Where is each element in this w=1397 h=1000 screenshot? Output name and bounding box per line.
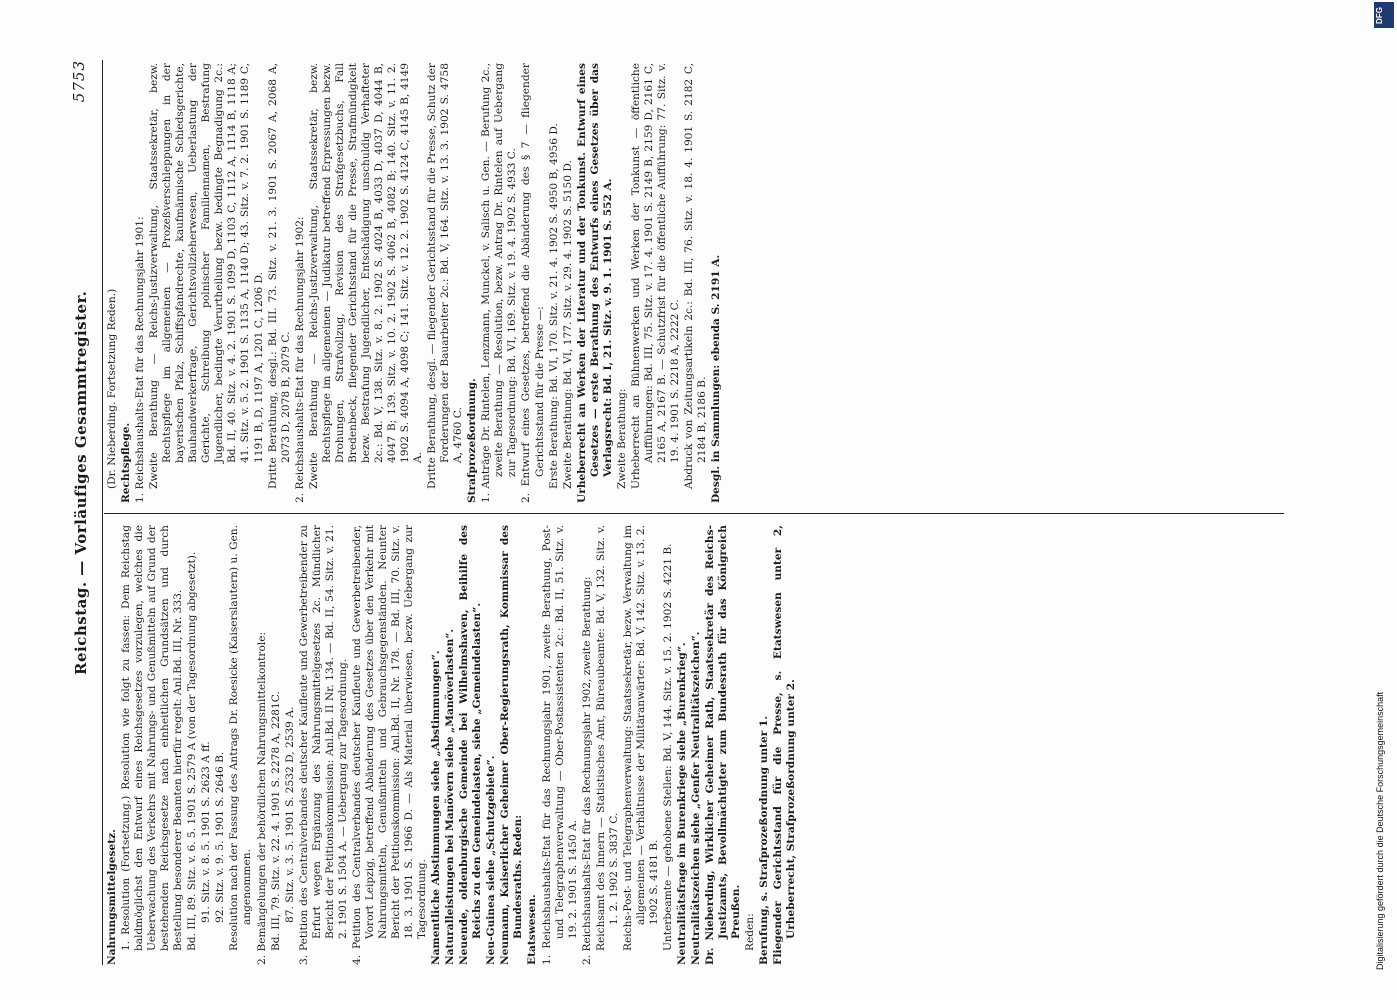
- left-column-entry: 4. Petition des Centralverbandes deutscher Kaufleute und Gewerbetreibender, Vorort Leipzig, betreffend Abänderung des Gesetzes über den Verkehr mit Nahrungsmitteln, Genußmitteln und Gebrauchsgegenständen. Neunter Bericht der Petitionskommission: Anl.Bd. II, Nr. 178. — Bd. III, 70. Sitz. v. 18. 3. 1901 S. 1966 D. — Als Material überwiesen, bezw. Uebergang zur Tagesordnung.: [350, 525, 429, 965]
- page-number: 5753: [70, 60, 88, 103]
- left-column-entry: 92. Sitz. v. 9. 5. 1901 S. 2646 B.: [214, 751, 227, 923]
- left-column-entry: Neutralitätsfrage im Burenkriege siehe „Burenkrieg“.: [675, 642, 688, 965]
- left-column-entry: 1. Resolution (Fortsetzung.) Resolution wie folgt zu fassen: Dem Reichstag baldmöglichst den Entwurf eines Reichsgesetzes vorzulegen, welches die Ueberwachung des Verkehrs mit Nahrungs- und Genußmitteln auf Grund der bestehenden Reichsgesetze nach einheitlichen Grundsätzen und durch Bestellung besonderer Beamten hierfür regelt: Anl.Bd. III, Nr. 333.: [120, 525, 185, 951]
- right-column-entry: Zweite Berathung:: [615, 388, 628, 489]
- right-column-entry: Rechtspflege.: [120, 422, 133, 503]
- left-column-entry: Neuende, oldenburgische Gemeinde bei Wilhelmshaven, Beihilfe des Reichs zu den Gemeindelasten, siehe „Gemeindelasten“.: [458, 525, 484, 965]
- left-column-entry: Nahrungsmittelgesetz.: [106, 829, 118, 965]
- right-column-entry: Zweite Berathung: Bd. VI, 177. Sitz. v. 29. 4. 1902 S. 5150 D.: [561, 160, 574, 489]
- dfg-logo: DFG: [1374, 2, 1394, 28]
- left-column-entry: Neutralitätszeichen siehe „Genfer Neutralitätszeichen“.: [690, 631, 703, 965]
- left-column-entry: Bd. III, 79. Sitz. v. 22. 4. 1901 S. 2278 A, 2281C.: [269, 691, 282, 951]
- right-column-entry: Zweite Berathung — Reichs-Justizverwaltung, Staatssekretär, bezw. Rechtspflege im allgemeinen — Judikatur betreffend Erpressungen bezw. Drohungen, Strafvollzug, Revision des Strafgesetzbuchs, Fall Bredenbeck, fliegender Gerichtsstand für die Presse, Strafmündigkeit bezw. Bestrafung Jugendlicher, Entschädigung unschuldig Verhafteter 2c.: Bd. V, 138. Sitz. v. 8. 2. 1902 S. 4024 B, 4033 D, 4037 D, 4044 B, 4047 B; 139. Sitz. v. 10. 2. 1902 S. 4062 B, 4082 B; 140. Sitz. v. 11. 2. 1902 S. 4094 A, 4098 C; 141. Sitz. v. 12. 2. 1902 S. 4124 C, 4145 B, 4149 A.: [307, 63, 425, 489]
- left-column-entry: Namentliche Abstimmungen siehe „Abstimmungen“.: [430, 650, 443, 965]
- right-column-entry: (Dr. Nieberding. Fortsetzung Reden.): [106, 288, 118, 489]
- right-column-entry: Strafprozeßordnung.: [466, 378, 479, 503]
- left-column-entry: Neu-Guinea siehe „Schutzgebiete“.: [485, 755, 498, 965]
- right-column-entry: 1. Anträge Dr. Rintelen, Lenzmann, Munckel, v. Salisch u. Gen. — Berufung 2c., zweite Berathung — Resolution, bezw. Antrag Dr. Rintelen auf Uebergang zur Tagesordnung: Bd. VI, 169. Sitz. v. 19. 4. 1902 S. 4933 C.: [480, 63, 519, 503]
- right-column-entry: Desgl. in Sammlungen: ebenda S. 2191 A.: [710, 254, 723, 503]
- right-column-entry: Abdruck von Zeitungsartikeln 2c.: Bd. III, 76. Sitz. v. 18. 4. 1901 S. 2182 C, 2184 B, 2186 B.: [683, 63, 709, 489]
- left-column-entry: Fliegender Gerichtsstand für die Presse, s. Etatswesen unter 2, Urheberrecht, Strafprozeßordnung unter 2.: [772, 525, 798, 965]
- left-column-entry: Bd. III, 89. Sitz. v. 6. 5. 1901 S. 2579 A (von der Tagesordnung abgesetzt).: [186, 551, 199, 951]
- left-column-entry: Berufung, s. Strafprozeßordnung unter 1.: [758, 715, 771, 965]
- rotated-page-content: [70, 60, 1315, 965]
- left-column-entry: 87. Sitz. v. 3. 5. 1901 S. 2532 D, 2539 A.: [283, 706, 296, 923]
- running-title: Reichstag. — Vorläufiges Gesammtregister.: [72, 290, 90, 675]
- left-column-entry: Etatswesen.: [526, 894, 539, 965]
- digitization-strip: [1372, 30, 1392, 970]
- left-column-entry: 3. Petition des Centralverbandes deutscher Kaufleute und Gewerbetreibender zu Erfurt wegen Ergänzung des Nahrungsmittelgesetzes 2c. Mündlicher Bericht der Petitionskommission: Anl.Bd. II Nr. 134. — Bd. II, 54. Sitz. v. 21. 2. 1901 S. 1504 A. — Uebergang zur Tagesordnung.: [297, 525, 349, 965]
- left-column-entry: Reichs-Post- und Telegraphenverwaltung: Staatssekretär, bezw. Verwaltung im allgemeinen — Verhältnisse der Militäranwärter: Bd. V, 142. Sitz. v. 13. 2. 1902 S. 4181 B.: [621, 525, 660, 951]
- right-column-entry: Zweite Berathung — Reichs-Justizverwaltung, Staatssekretär, bezw. Rechtspflege im allgemeinen — Prozeßverschleppungen in der bayerischen Pfalz, Schiffspfandrechte, kaufmännische Schiedsgerichte, Bauhandwerkerfrage, Gerichtsvollzieherwesen, Ueberlastung der Gerichte, Schreibung polnischer Familiennamen, Bestrafung Jugendlicher, bedingte Verurtheilung bezw. bedingte Begnadigung 2c.: Bd. II, 40. Sitz. v. 4. 2. 1901 S. 1099 D, 1103 C, 1112 A, 1114 B, 1118 A; 41. Sitz. v. 5. 2. 1901 S. 1135 A, 1140 D; 43. Sitz. v. 7. 2. 1901 S. 1189 C, 1191 B, D, 1197 A, 1201 C, 1206 D.: [148, 63, 265, 489]
- left-column: [106, 525, 1306, 965]
- right-column-entry: 2. Entwurf eines Gesetzes, betreffend die Abänderung des § 7 — fliegender Gerichtsstand für die Presse —:: [520, 63, 546, 503]
- digitization-note: Digitalisierung gefördert durch die Deutsche Forschungsgemeinschaft: [1375, 691, 1385, 970]
- header-rule: [102, 60, 103, 965]
- left-column-entry: 2. Reichshaushalts-Etat für das Rechnungsjahr 1902, zweite Berathung:: [580, 576, 593, 965]
- left-column-entry: Dr. Nieberding, Wirklicher Geheimer Rath, Staatssekretär des Reichs-Justizamts, Bevollmächtigter zum Bundesrath für das Königreich Preußen.: [704, 525, 743, 965]
- left-column-entry: 1. Reichshaushalts-Etat für das Rechnungsjahr 1901, zweite Berathung, Post- und Telegraphenverwaltung — Ober-Postassistenten 2c.: Bd. II, 51. Sitz. v. 19. 2. 1901 S. 1450 A.: [540, 525, 579, 965]
- right-column-entry: Urheberrecht an Werken der Literatur und der Tonkunst. Entwurf eines Gesetzes — erste Berathung des Entwurfs eines Gesetzes über das Verlagsrecht: Bd. I, 21. Sitz. v. 9. 1. 1901 S. 552 A.: [575, 63, 614, 503]
- left-column-entry: Reichsamt des Innern — Statistisches Amt, Büreaubeamte: Bd. V, 132. Sitz. v. 1. 2. 1902 S. 3837 C.: [594, 525, 620, 951]
- right-column-entry: Urheberrecht an Bühnenwerken und Werken der Tonkunst — öffentliche Aufführungen: Bd. III, 75. Sitz. v. 17. 4. 1901 S. 2149 B, 2159 D, 2161 C, 2165 A, 2167 B. — Schutzfrist für die öffentliche Aufführung: 77. Sitz. v. 19. 4. 1901 S. 2218 A, 2222 C.: [629, 63, 681, 489]
- left-column-entry: Unterbeamte — gehobene Stellen: Bd. V, 144. Sitz. v. 15. 2. 1902 S. 4221 B.: [661, 543, 674, 951]
- left-column-entry: Reden:: [744, 913, 757, 951]
- right-column-entry: 2. Reichshaushalts-Etat für das Rechnungsjahr 1902:: [293, 216, 306, 503]
- left-column-entry: Neumann, Kaiserlicher Geheimer Ober-Regierungsrath, Kommissar des Bundesraths. Reden:: [499, 525, 525, 965]
- left-column-entry: Naturalleistungen bei Manövern siehe „Manöverlasten“.: [444, 628, 457, 965]
- left-column-entry: Resolution nach der Fassung des Antrags Dr. Roesicke (Kaiserslautern) u. Gen. angenommen.: [228, 525, 254, 951]
- page-header: [70, 60, 98, 965]
- left-column-entry: 2. Bemängelungen der behördlichen Nahrungsmittelkontrole:: [255, 631, 268, 965]
- right-column: [106, 63, 1306, 503]
- right-column-entry: Dritte Berathung, desgl. — fliegender Gerichtsstand für die Presse, Schutz der Forderungen der Bauarbeiter 2c.: Bd. V, 164. Sitz. v. 13. 3. 1902 S. 4758 A, 4760 C.: [426, 63, 465, 489]
- right-column-entry: Erste Berathung: Bd. VI, 170. Sitz. v. 21. 4. 1902 S. 4950 B, 4956 D.: [547, 123, 560, 489]
- left-column-entry: 91. Sitz. v. 8. 5. 1901 S. 2623 A ff.: [200, 741, 213, 923]
- right-column-entry: 1. Reichshaushalts-Etat für das Rechnungsjahr 1901:: [134, 216, 147, 503]
- column-divider: [104, 513, 1284, 514]
- right-column-entry: Dritte Berathung, desgl.: Bd. III. 73. Sitz. v. 21. 3. 1901 S. 2067 A, 2068 A, 2073 D, 2078 B, 2079 C.: [266, 63, 292, 489]
